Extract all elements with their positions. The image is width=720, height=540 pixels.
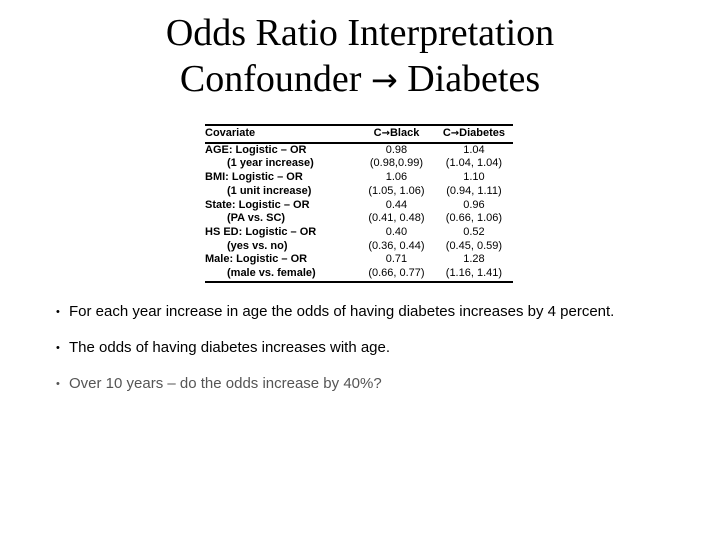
cell-c-black: 0.71 [385, 253, 408, 266]
header-c-black-prefix: C [373, 127, 382, 139]
cell-c-diabetes: (1.16, 1.41) [435, 267, 513, 282]
cell-covariate: HS ED: Logistic – OR [205, 225, 317, 238]
table-row [205, 226, 513, 240]
arrow-right-icon: → [370, 61, 398, 99]
table-row [205, 267, 513, 282]
bullet-dot-icon: • [56, 306, 60, 318]
cell-c-black: (0.41, 0.48) [368, 212, 425, 225]
cell-c-black: 1.06 [385, 171, 408, 184]
bullet-item [56, 375, 616, 393]
table-row [205, 199, 513, 213]
cell-c-diabetes: 1.04 [463, 143, 485, 156]
header-c-diabetes [435, 125, 513, 143]
cell-c-diabetes: 1.10 [463, 171, 485, 184]
cell-covariate: (PA vs. SC) [227, 212, 286, 225]
bullet-text: The odds of having diabetes increases with age. [69, 339, 391, 356]
cell-c-diabetes: (0.45, 0.59) [445, 239, 503, 252]
header-covariate: Covariate [205, 125, 358, 143]
odds-ratio-table [205, 124, 513, 283]
title-diabetes: Diabetes [407, 58, 541, 100]
bullet-dot-icon: • [56, 342, 60, 354]
cell-c-diabetes: 0.96 [463, 198, 485, 211]
cell-c-black: (1.05, 1.06) [368, 184, 425, 197]
table-row [205, 157, 513, 171]
table-row [205, 212, 513, 226]
table-row [205, 185, 513, 199]
bullet-text: Over 10 years – do the odds increase by 40%? [69, 375, 382, 392]
header-c-diabetes-prefix: C [442, 127, 451, 139]
cell-covariate: (1 year increase) [227, 157, 314, 170]
table-row [205, 240, 513, 254]
cell-c-black: (0.98,0.99) [369, 157, 424, 170]
arrow-right-icon: → [381, 128, 390, 139]
cell-c-black: 0.44 [385, 198, 408, 211]
cell-covariate: (yes vs. no) [227, 239, 288, 252]
cell-c-diabetes: 0.52 [463, 225, 485, 238]
table-header-row [205, 125, 513, 143]
cell-covariate: (male vs. female) [205, 267, 358, 282]
bullet-text: For each year increase in age the odds of having diabetes increases by 4 percent. [69, 303, 615, 320]
cell-c-black: (0.66, 0.77) [358, 267, 435, 282]
bullet-item [56, 339, 616, 357]
cell-covariate: State: Logistic – OR [205, 198, 310, 211]
cell-c-diabetes: (1.04, 1.04) [445, 157, 503, 170]
cell-covariate: (1 unit increase) [227, 184, 312, 197]
header-c-diabetes-suffix: Diabetes [459, 127, 506, 139]
cell-c-diabetes: (0.94, 1.11) [446, 184, 502, 197]
cell-covariate: BMI: Logistic – OR [205, 171, 303, 184]
title-line-2 [0, 56, 720, 103]
header-c-black [358, 125, 435, 143]
cell-c-black: (0.36, 0.44) [368, 239, 425, 252]
table-row [205, 253, 513, 267]
cell-c-diabetes: 1.28 [463, 253, 485, 266]
slide-title [0, 10, 720, 103]
bullet-dot-icon: • [56, 378, 60, 390]
cell-c-black: 0.40 [385, 225, 408, 238]
table-body [205, 143, 513, 282]
header-c-black-suffix: Black [389, 127, 420, 139]
table-row [205, 143, 513, 158]
arrow-right-icon: → [450, 128, 460, 139]
cell-c-black: 0.98 [385, 143, 408, 156]
cell-covariate: Male: Logistic – OR [205, 253, 308, 266]
title-line-1: Odds Ratio Interpretation [165, 12, 555, 54]
cell-c-diabetes: (0.66, 1.06) [445, 212, 503, 225]
bullet-list [56, 303, 616, 411]
cell-covariate: AGE: Logistic – OR [205, 143, 307, 156]
bullet-item [56, 303, 616, 321]
table-row [205, 171, 513, 185]
title-confounder: Confounder [179, 58, 362, 100]
